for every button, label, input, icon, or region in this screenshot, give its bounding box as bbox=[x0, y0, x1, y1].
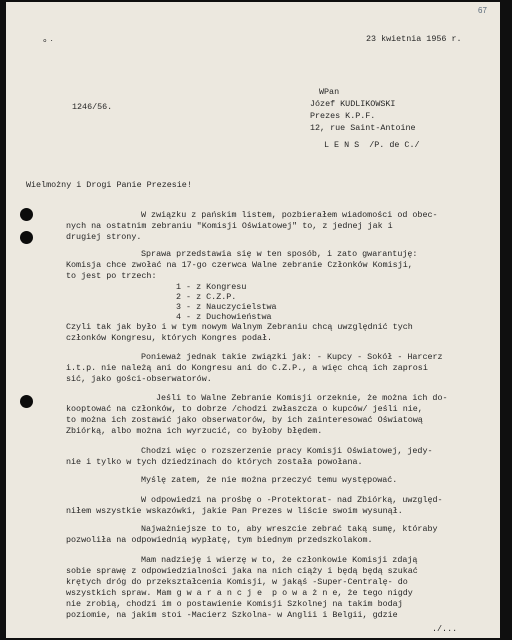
body-line: drugiej strony. bbox=[66, 232, 142, 242]
handwritten-mark: ∘ · bbox=[42, 35, 54, 45]
body-line: Sprawa przedstawia się w ten sposób, i zato gwarantuję: bbox=[141, 249, 418, 259]
list-item: 1 - z Kongresu bbox=[176, 282, 247, 292]
archive-page-number: 67 bbox=[478, 6, 487, 15]
list-item: 4 - z Duchowieństwa bbox=[176, 312, 272, 322]
body-line: Czyli tak jak było i w tym nowym Walnym Zebraniu chcą uwzględnić tych bbox=[66, 322, 413, 332]
body-line: członków Kongresu, których Kongres podał. bbox=[66, 333, 273, 343]
body-line: poziomie, na jakim stoi -Macierz Szkolna- w Anglii i Belgii, gdzie bbox=[66, 610, 398, 620]
body-line: Jeśli to Walne Zebranie Komisji orzeknie, że można ich do- bbox=[156, 393, 448, 403]
body-line: niłem wszystkie wskazówki, jakie Pan Prezes w liście swoim wysunął. bbox=[66, 506, 403, 516]
recipient-location: L E N S /P. de C./ bbox=[324, 140, 420, 150]
body-line: krętych dróg do przekształcenia Komisji, w jakąś -Super-Centralę- do bbox=[66, 577, 408, 587]
recipient-line: Józef KUDLIKOWSKI bbox=[310, 99, 396, 109]
letter-date: 23 kwietnia 1956 r. bbox=[366, 34, 462, 44]
body-line: Najważniejsze to to, aby wreszcie zebrać taką sumę, któraby bbox=[141, 524, 438, 534]
body-line: nie i tylko w tych dziedzinach do których została powołana. bbox=[66, 457, 363, 467]
salutation: Wielmożny i Drogi Panie Prezesie! bbox=[26, 180, 192, 190]
recipient-line: Prezes K.P.F. bbox=[310, 111, 376, 121]
body-line: pozwoliła na odpowiednią wypłatę, tym biednym przedszkolakom. bbox=[66, 535, 373, 545]
body-line: nie zrobią, chodzi im o postawienie Komisji Szkolnej na takim bodaj bbox=[66, 599, 403, 609]
body-line: Chodzi więc o rozszerzenie pracy Komisji Oświatowej, jedy- bbox=[141, 446, 433, 456]
body-line: to można ich zostawić jako obserwatorów, by ich zainteresować Oświatową bbox=[66, 415, 423, 425]
body-line: Zbiórką, albo można ich wyrzucić, co byłoby błędem. bbox=[66, 426, 323, 436]
body-line: Ponieważ jednak takie związki jak: - Kupcy - Sokół - Harcerz bbox=[141, 352, 443, 362]
body-line: to jest po trzech: bbox=[66, 271, 157, 281]
punch-hole bbox=[20, 208, 33, 221]
body-line: sobie sprawę z odpowiedzialności jaka na nich ciąży i będą będą szukać bbox=[66, 566, 418, 576]
body-line: W odpowiedzi na prośbę o -Protektorat- nad Zbiórką, uwzględ- bbox=[141, 495, 443, 505]
body-line: wszystkich spraw. Mam g w a r a n c j e p o w a ż n e, że tego nigdy bbox=[66, 588, 413, 598]
list-item: 3 - z Nauczycielstwa bbox=[176, 302, 277, 312]
body-line: W związku z pańskim listem, pozbierałem wiadomości od obec- bbox=[141, 210, 438, 220]
body-line: sić, jako gości-obserwatorów. bbox=[66, 374, 212, 384]
body-line: kooptować na członków, to dobrze /chodzi zwłaszcza o kupców/ jeśli nie, bbox=[66, 404, 423, 414]
body-line: Komisja chce zwołać na 17-go czerwca Walne zebranie Członków Komisji, bbox=[66, 260, 413, 270]
letter-page bbox=[6, 2, 500, 638]
reference-number: 1246/56. bbox=[72, 102, 113, 112]
recipient-line: 12, rue Saint-Antoine bbox=[310, 123, 416, 133]
body-line: i.t.p. nie należą ani do Kongresu ani do C.Z.P., a więc chcą ich zaprosi bbox=[66, 363, 428, 373]
body-line: Myślę zatem, że nie można przeczyć temu występować. bbox=[141, 475, 398, 485]
punch-hole bbox=[20, 231, 33, 244]
continuation-mark: ./... bbox=[432, 624, 458, 634]
body-line: nych na ostatnim zebraniu "Komisji Oświatowej" to, z jednej jak i bbox=[66, 221, 393, 231]
recipient-line: WPan bbox=[319, 87, 340, 97]
punch-hole bbox=[20, 395, 33, 408]
list-item: 2 - z C.Z.P. bbox=[176, 292, 237, 302]
body-line: Mam nadzieję i wierzę w to, że członkowie Komisji zdają bbox=[141, 555, 418, 565]
